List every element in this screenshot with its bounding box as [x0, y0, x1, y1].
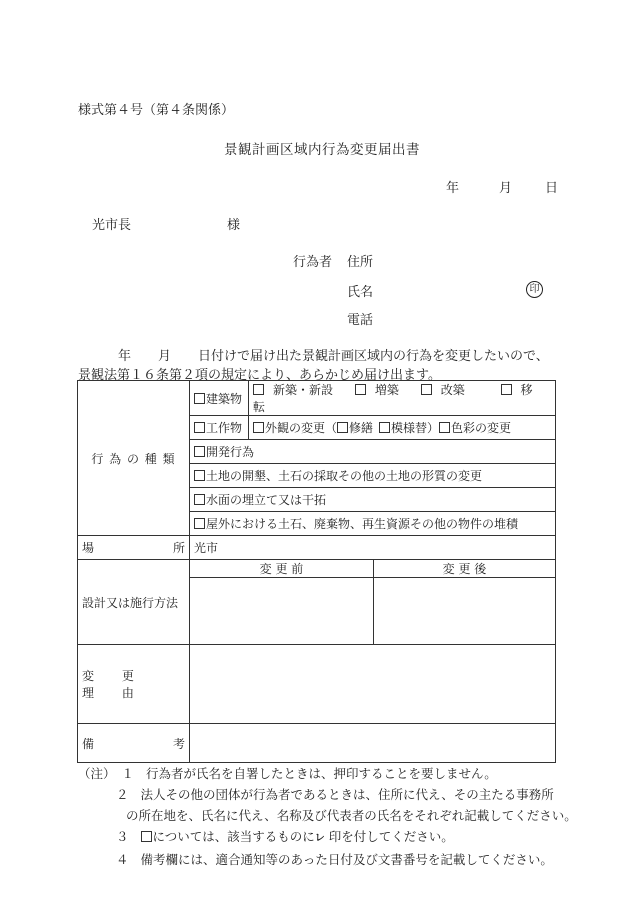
- method-label: 設計又は施行方法: [78, 560, 190, 645]
- building-category[interactable]: 建築物: [190, 381, 249, 416]
- form-number: 様式第４号（第４条関係）: [78, 103, 235, 118]
- note-2: ２ 法人その他の団体が行為者であるときは、住所に代え、その主たる事務所: [116, 787, 554, 802]
- checkbox-icon[interactable]: [194, 518, 205, 529]
- checkbox-icon[interactable]: [194, 446, 205, 457]
- notes-section: [78, 763, 577, 870]
- declaration-text-rest: 日付けで届け出た景観計画区域内の行為を変更したいので、: [198, 349, 549, 364]
- option-new-build[interactable]: 新築・新設: [253, 383, 342, 397]
- note-3: ３ については、該当するものにレ 印を付してください。: [116, 829, 454, 844]
- checkbox-icon[interactable]: [421, 384, 432, 395]
- checkbox-icon[interactable]: [194, 470, 205, 481]
- building-subtypes: [249, 381, 556, 416]
- remarks-label: 備 考: [78, 724, 190, 763]
- before-change-header: 変 更 前: [190, 560, 374, 577]
- location-label: 場 所: [78, 536, 190, 560]
- before-change-field[interactable]: [190, 578, 374, 644]
- applicant-address-label: 住所: [347, 255, 374, 270]
- applicant-phone-label: 電話: [347, 313, 374, 328]
- checkbox-icon[interactable]: [194, 422, 205, 433]
- declaration-year: 年: [118, 349, 132, 364]
- option-relocation[interactable]: 移転: [253, 383, 533, 414]
- addressee-honorific: 様: [227, 218, 241, 233]
- action-type-label: 行 為 の 種 類: [78, 381, 190, 536]
- notification-form-table: [77, 380, 556, 763]
- option-development[interactable]: 開発行為: [190, 440, 556, 464]
- declaration-line-2: 景観法第１６条第２項の規定により、あらかじめ届け出ます。: [78, 368, 441, 383]
- reason-label: 変 更 理 由: [78, 645, 190, 724]
- check-mark-icon: レ: [314, 833, 325, 844]
- note-4: ４ 備考欄には、適合通知等のあった日付及び文書番号を記載してください。: [116, 852, 553, 867]
- checkbox-icon[interactable]: [253, 422, 264, 433]
- after-change-header: 変 更 後: [442, 562, 487, 576]
- option-reclamation[interactable]: 水面の埋立て又は干拓: [190, 488, 556, 512]
- option-land-alteration[interactable]: 土地の開墾、土石の採取その他の土地の形質の変更: [190, 464, 556, 488]
- date-day-label: 日: [545, 181, 559, 196]
- note-2-continued: の所在地を、氏名に代え、名称及び代表者の氏名をそれぞれ記載してください。: [126, 808, 577, 823]
- checkbox-icon[interactable]: [439, 422, 450, 433]
- seal-mark: 印: [526, 281, 543, 298]
- addressee-name: 光市長: [92, 218, 132, 233]
- declaration-month: 月: [158, 349, 172, 364]
- reason-field[interactable]: [190, 645, 556, 724]
- location-field[interactable]: 光市: [190, 536, 556, 560]
- date-year-label: 年: [446, 181, 460, 196]
- structure-category[interactable]: 工作物: [190, 416, 249, 440]
- date-month-label: 月: [499, 181, 513, 196]
- after-change-field[interactable]: [374, 578, 555, 644]
- checkbox-icon[interactable]: [253, 384, 264, 395]
- option-outdoor-storage[interactable]: 屋外における土石、廃棄物、再生資源その他の物件の堆積: [190, 512, 556, 536]
- addressee: [92, 214, 241, 233]
- applicant-name-label: 氏名: [347, 285, 374, 300]
- remarks-field[interactable]: [190, 724, 556, 763]
- option-rebuild[interactable]: 改築: [421, 383, 474, 397]
- checkbox-icon[interactable]: [379, 422, 390, 433]
- checkbox-icon[interactable]: [501, 384, 512, 395]
- checkbox-icon[interactable]: [194, 494, 205, 505]
- option-extension[interactable]: 増築: [355, 383, 408, 397]
- structure-subtypes: 外観の変更（ 修繕 模様替） 色彩の変更: [249, 416, 556, 440]
- checkbox-icon: [141, 831, 152, 842]
- declaration-line-1: [78, 347, 578, 366]
- document-title: 景観計画区域内行為変更届出書: [224, 142, 420, 158]
- checkbox-icon[interactable]: [337, 422, 348, 433]
- applicant-role-label: 行為者: [293, 255, 333, 270]
- checkbox-icon[interactable]: [194, 393, 205, 404]
- date-line: [446, 177, 558, 196]
- note-1: （注） １ 行為者が氏名を自署したときは、押印することを要しません。: [78, 766, 497, 781]
- checkbox-icon[interactable]: [355, 384, 366, 395]
